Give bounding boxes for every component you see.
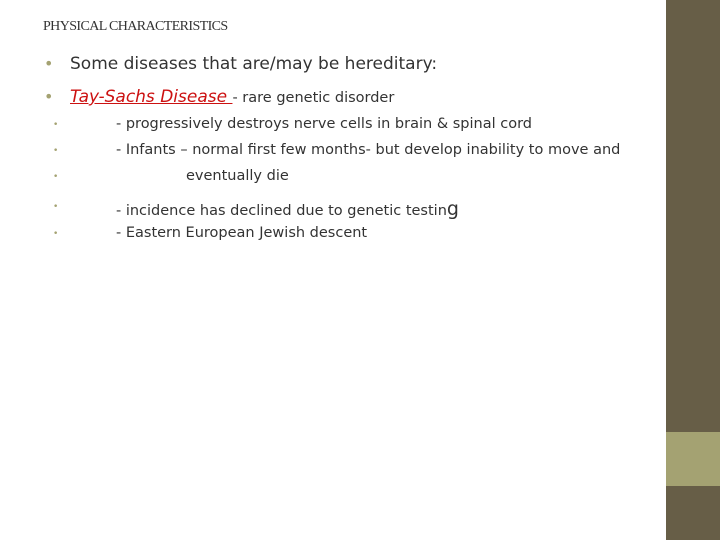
bullet-rest: - rare genetic disorder <box>232 90 395 106</box>
bullet-icon: • <box>53 229 59 239</box>
page-title: PHYSICAL CHARACTERISTICS <box>43 19 228 34</box>
sidebar-decoration <box>666 0 720 540</box>
sub-bullet-main: - incidence has declined due to genetic testin <box>116 203 447 219</box>
bullet-text: Some diseases that are/may be hereditary: <box>70 54 438 74</box>
sub-bullet-text <box>116 198 459 220</box>
sub-bullet-tail: g <box>446 198 459 220</box>
sub-bullet-text: - Infants – normal first few months- but develop inability to move and <box>116 142 621 158</box>
bullet-icon: • <box>53 202 59 212</box>
sidebar-accent-block <box>666 432 720 486</box>
bullet-icon: • <box>44 87 54 106</box>
sub-bullet-text: - progressively destroys nerve cells in brain & spinal cord <box>116 116 532 132</box>
sub-bullet-text: - Eastern European Jewish descent <box>116 225 368 241</box>
bullet-icon: • <box>44 54 54 73</box>
sub-bullet-text: eventually die <box>186 168 289 184</box>
bullet-icon: • <box>53 172 59 182</box>
bullet-text <box>70 87 394 107</box>
disease-link[interactable]: Tay-Sachs Disease <box>70 87 233 107</box>
bullet-icon: • <box>53 146 59 156</box>
bullet-icon: • <box>53 120 59 130</box>
